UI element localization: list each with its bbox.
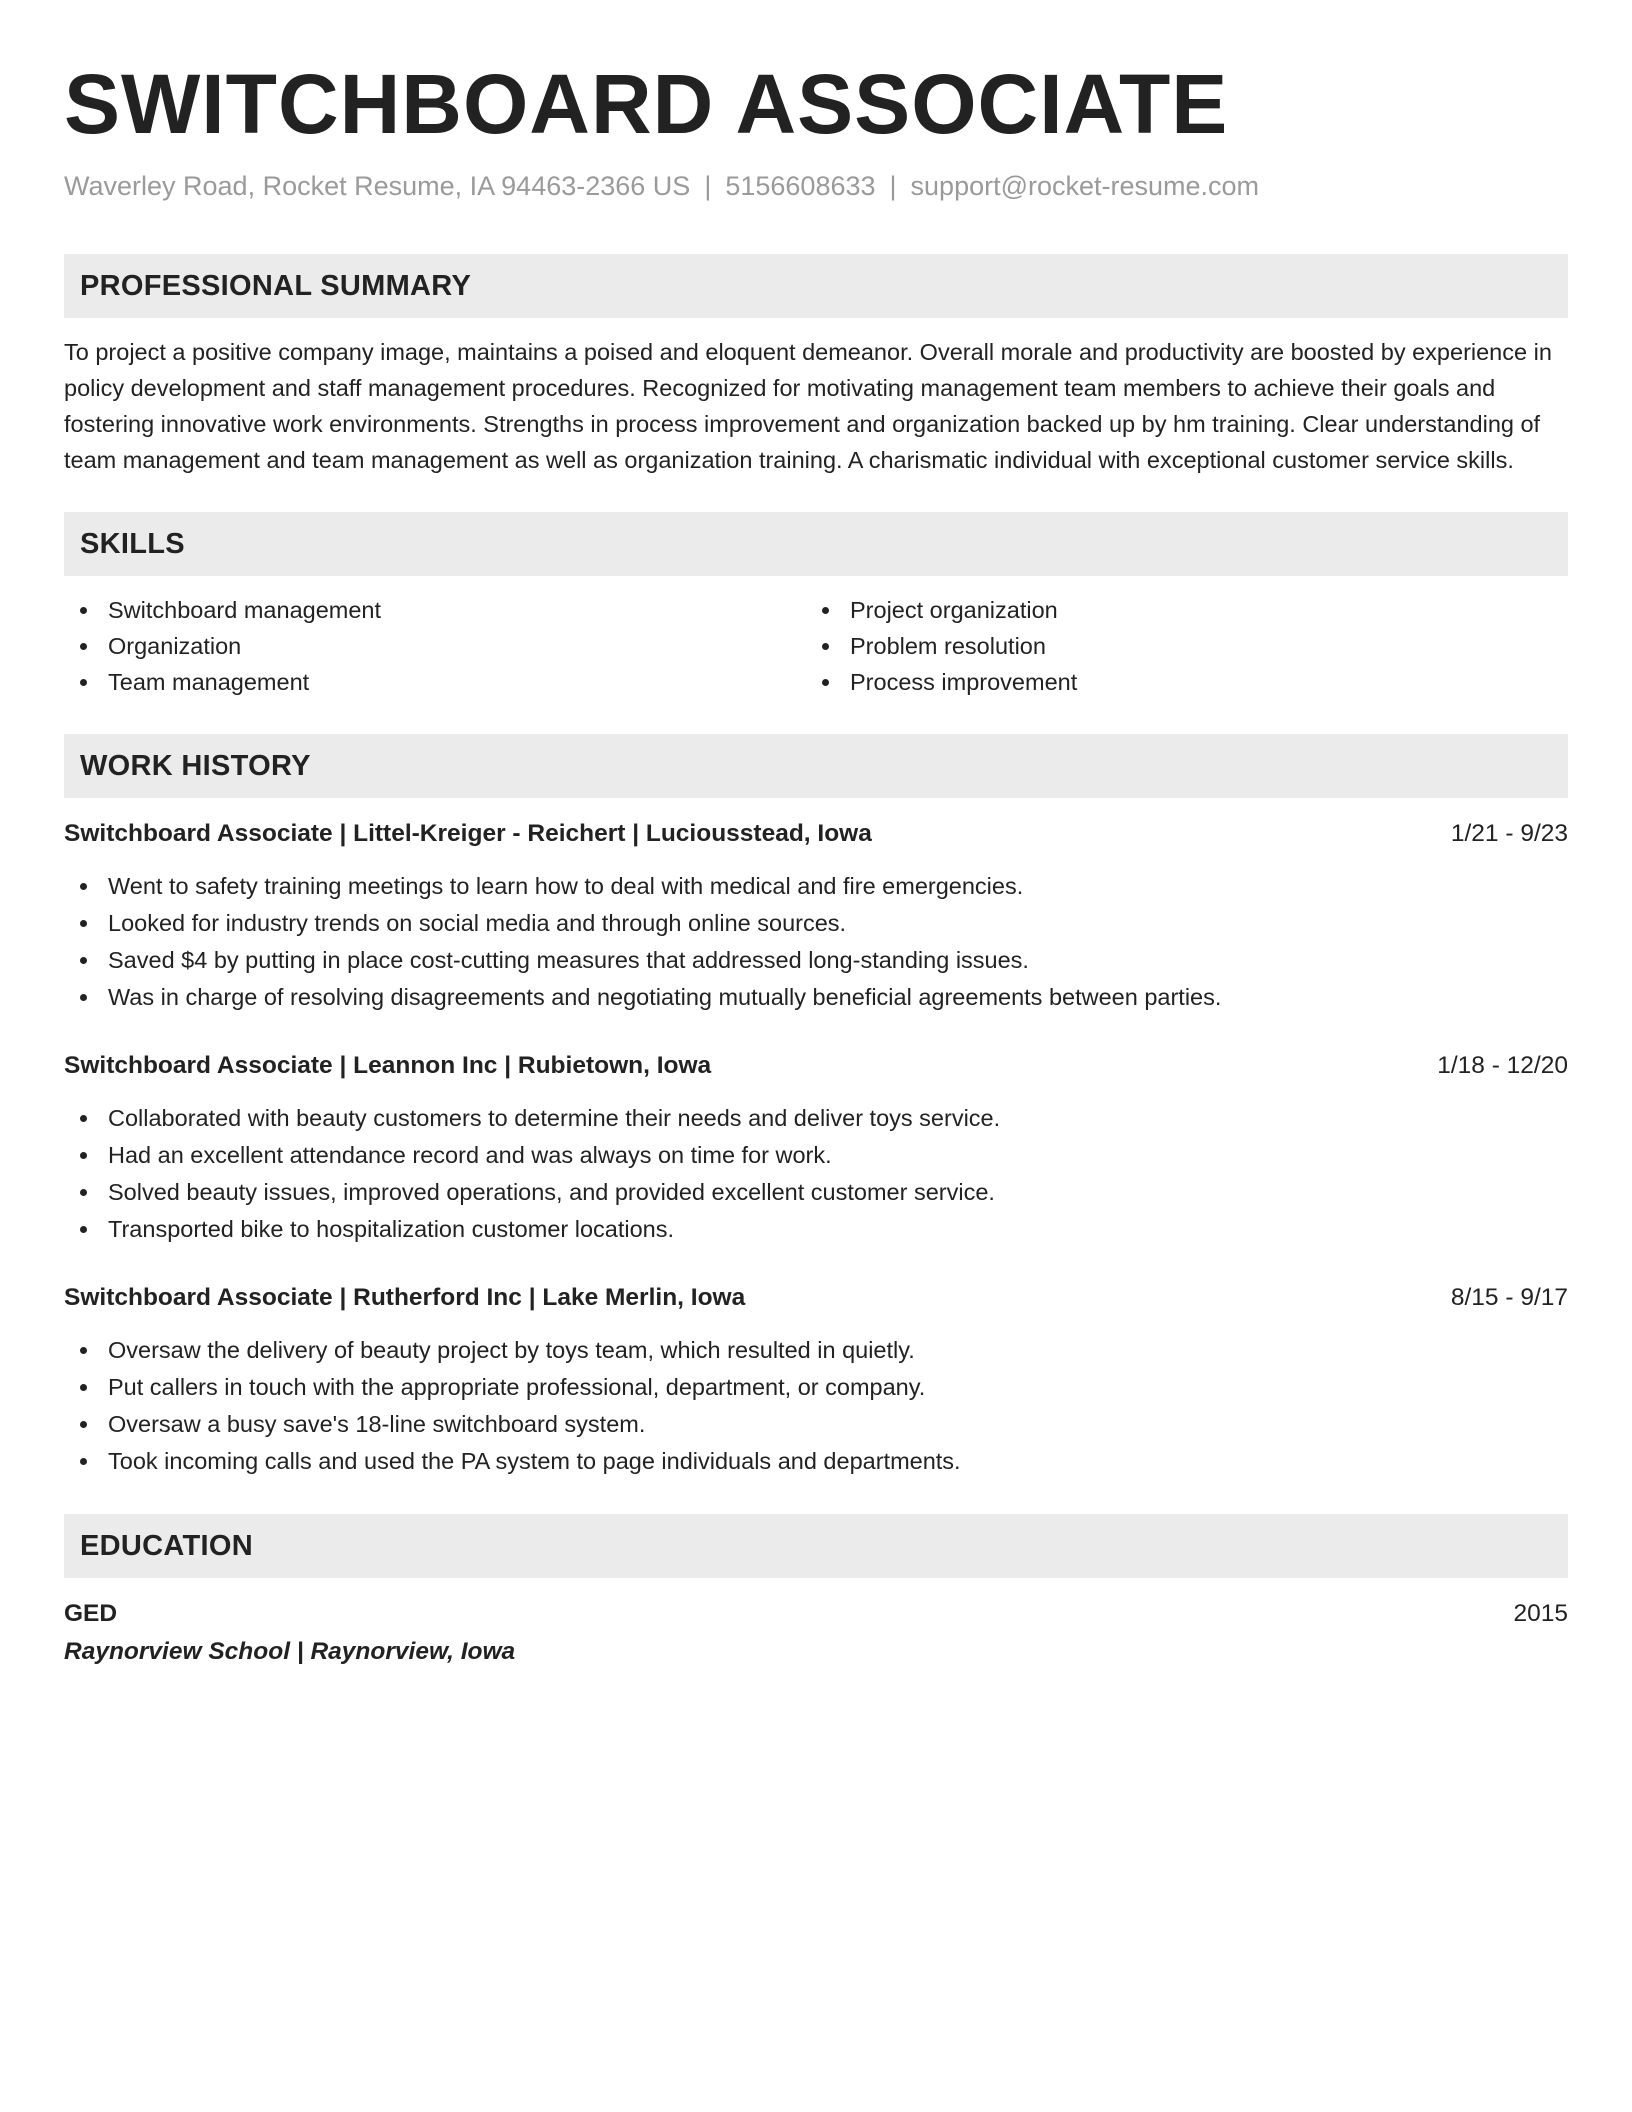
job-bullet-text: Saved $4 by putting in place cost-cutting measures that addressed long-standing issues. xyxy=(108,947,1029,973)
bullet-dot xyxy=(80,643,87,650)
bullet-dot xyxy=(80,994,87,1001)
work-heading: WORK HISTORY xyxy=(80,749,311,782)
job-bullet xyxy=(64,1174,1568,1211)
skill-item xyxy=(806,664,1548,700)
job-bullet xyxy=(64,1332,1568,1369)
job-bullet-text: Oversaw the delivery of beauty project by toys team, which resulted in quietly. xyxy=(108,1337,915,1363)
skill-label: Process improvement xyxy=(850,669,1078,695)
job-title: Switchboard Associate | Leannon Inc | Rubietown, Iowa xyxy=(64,1052,712,1079)
job-entry xyxy=(64,816,1568,1016)
education-year: 2015 xyxy=(1513,1600,1568,1627)
education-section-header xyxy=(64,1514,1568,1578)
skills-list xyxy=(64,592,1568,700)
job-bullet-text: Oversaw a busy save's 18-line switchboard system. xyxy=(108,1411,646,1437)
skill-label: Switchboard management xyxy=(108,597,382,623)
skill-label: Problem resolution xyxy=(850,633,1046,659)
skills-column-left xyxy=(64,592,806,700)
education-header xyxy=(64,1596,1568,1632)
bullet-dot xyxy=(80,679,87,686)
contact-phone: 5156608633 xyxy=(725,171,876,201)
job-bullet xyxy=(64,1211,1568,1248)
bullet-dot xyxy=(80,1421,87,1428)
job-bullet-text: Collaborated with beauty customers to determine their needs and deliver toys service. xyxy=(108,1105,1001,1131)
job-bullet xyxy=(64,1137,1568,1174)
education-school: Raynorview School | Raynorview, Iowa xyxy=(64,1638,516,1665)
education-entry xyxy=(64,1596,1568,1670)
job-dates: 1/18 - 12/20 xyxy=(1437,1052,1568,1079)
skills-column-right xyxy=(806,592,1548,700)
job-header xyxy=(64,816,1568,852)
bullet-dot xyxy=(80,1458,87,1465)
job-bullet-text: Went to safety training meetings to learn how to deal with medical and fire emergencies. xyxy=(108,873,1024,899)
bullet-dot xyxy=(80,957,87,964)
job-bullet-text: Transported bike to hospitalization customer locations. xyxy=(108,1216,675,1242)
job-bullet-text: Solved beauty issues, improved operations, and provided excellent customer service. xyxy=(108,1179,995,1205)
bullet-dot xyxy=(80,1189,87,1196)
skills-heading: SKILLS xyxy=(80,527,185,560)
job-bullet xyxy=(64,979,1568,1016)
work-section-header xyxy=(64,734,1568,798)
skill-item xyxy=(64,592,806,628)
skill-item xyxy=(806,592,1548,628)
education-heading: EDUCATION xyxy=(80,1529,253,1562)
job-bullet xyxy=(64,868,1568,905)
bullet-dot xyxy=(822,643,829,650)
contact-email[interactable]: support@rocket-resume.com xyxy=(910,171,1260,201)
job-dates: 8/15 - 9/17 xyxy=(1450,1284,1568,1311)
job-bullet-text: Was in charge of resolving disagreements and negotiating mutually beneficial agreements between parties. xyxy=(108,984,1222,1010)
bullet-dot xyxy=(822,679,829,686)
summary-section-header xyxy=(64,254,1568,318)
job-bullet-text: Put callers in touch with the appropriate professional, department, or company. xyxy=(108,1374,926,1400)
skill-item xyxy=(806,628,1548,664)
job-header xyxy=(64,1280,1568,1316)
skill-label: Project organization xyxy=(850,597,1058,623)
bullet-dot xyxy=(80,607,87,614)
contact-address: Waverley Road, Rocket Resume, IA 94463-2366 US xyxy=(64,171,691,201)
summary-heading: PROFESSIONAL SUMMARY xyxy=(80,269,472,302)
contact-separator: | xyxy=(704,171,712,201)
job-bullet xyxy=(64,942,1568,979)
job-entry xyxy=(64,1280,1568,1480)
job-bullet xyxy=(64,905,1568,942)
bullet-dot xyxy=(80,1152,87,1159)
job-header xyxy=(64,1048,1568,1084)
bullet-dot xyxy=(80,1384,87,1391)
bullet-dot xyxy=(80,1115,87,1122)
bullet-dot xyxy=(80,920,87,927)
skill-item xyxy=(64,628,806,664)
job-bullet-text: Took incoming calls and used the PA system to page individuals and departments. xyxy=(108,1448,961,1474)
candidate-name: SWITCHBOARD ASSOCIATE xyxy=(64,57,1229,151)
job-bullets xyxy=(64,1100,1568,1248)
skill-label: Organization xyxy=(108,633,242,659)
job-bullet-text: Had an excellent attendance record and was always on time for work. xyxy=(108,1142,832,1168)
job-bullet-text: Looked for industry trends on social media and through online sources. xyxy=(108,910,847,936)
job-dates: 1/21 - 9/23 xyxy=(1450,820,1568,847)
skill-label: Team management xyxy=(108,669,310,695)
education-degree: GED xyxy=(64,1600,118,1627)
job-title: Switchboard Associate | Littel-Kreiger - Reichert | Luciousstead, Iowa xyxy=(64,820,872,847)
job-title: Switchboard Associate | Rutherford Inc | Lake Merlin, Iowa xyxy=(64,1284,746,1311)
bullet-dot xyxy=(80,883,87,890)
bullet-dot xyxy=(80,1347,87,1354)
job-bullet xyxy=(64,1369,1568,1406)
skill-item xyxy=(64,664,806,700)
summary-text: To project a positive company image, maintains a poised and eloquent demeanor. Overall morale and productivity are boosted by experience in policy development and staff management procedures. Recognized for motivating management team members to achieve their goals and fostering innovative work environments. Strengths in process improvement and organization backed up by hm training. Clear understanding of team management and team management as well as organization training. A charismatic individual with exceptional customer service skills. xyxy=(64,339,1552,473)
job-bullets xyxy=(64,868,1568,1016)
job-bullet xyxy=(64,1100,1568,1137)
job-bullet xyxy=(64,1443,1568,1480)
contact-line xyxy=(64,168,1568,204)
bullet-dot xyxy=(80,1226,87,1233)
skills-section-header xyxy=(64,512,1568,576)
job-bullets xyxy=(64,1332,1568,1480)
bullet-dot xyxy=(822,607,829,614)
job-bullet xyxy=(64,1406,1568,1443)
resume-page xyxy=(64,56,1568,1670)
contact-separator: | xyxy=(889,171,897,201)
job-entry xyxy=(64,1048,1568,1248)
